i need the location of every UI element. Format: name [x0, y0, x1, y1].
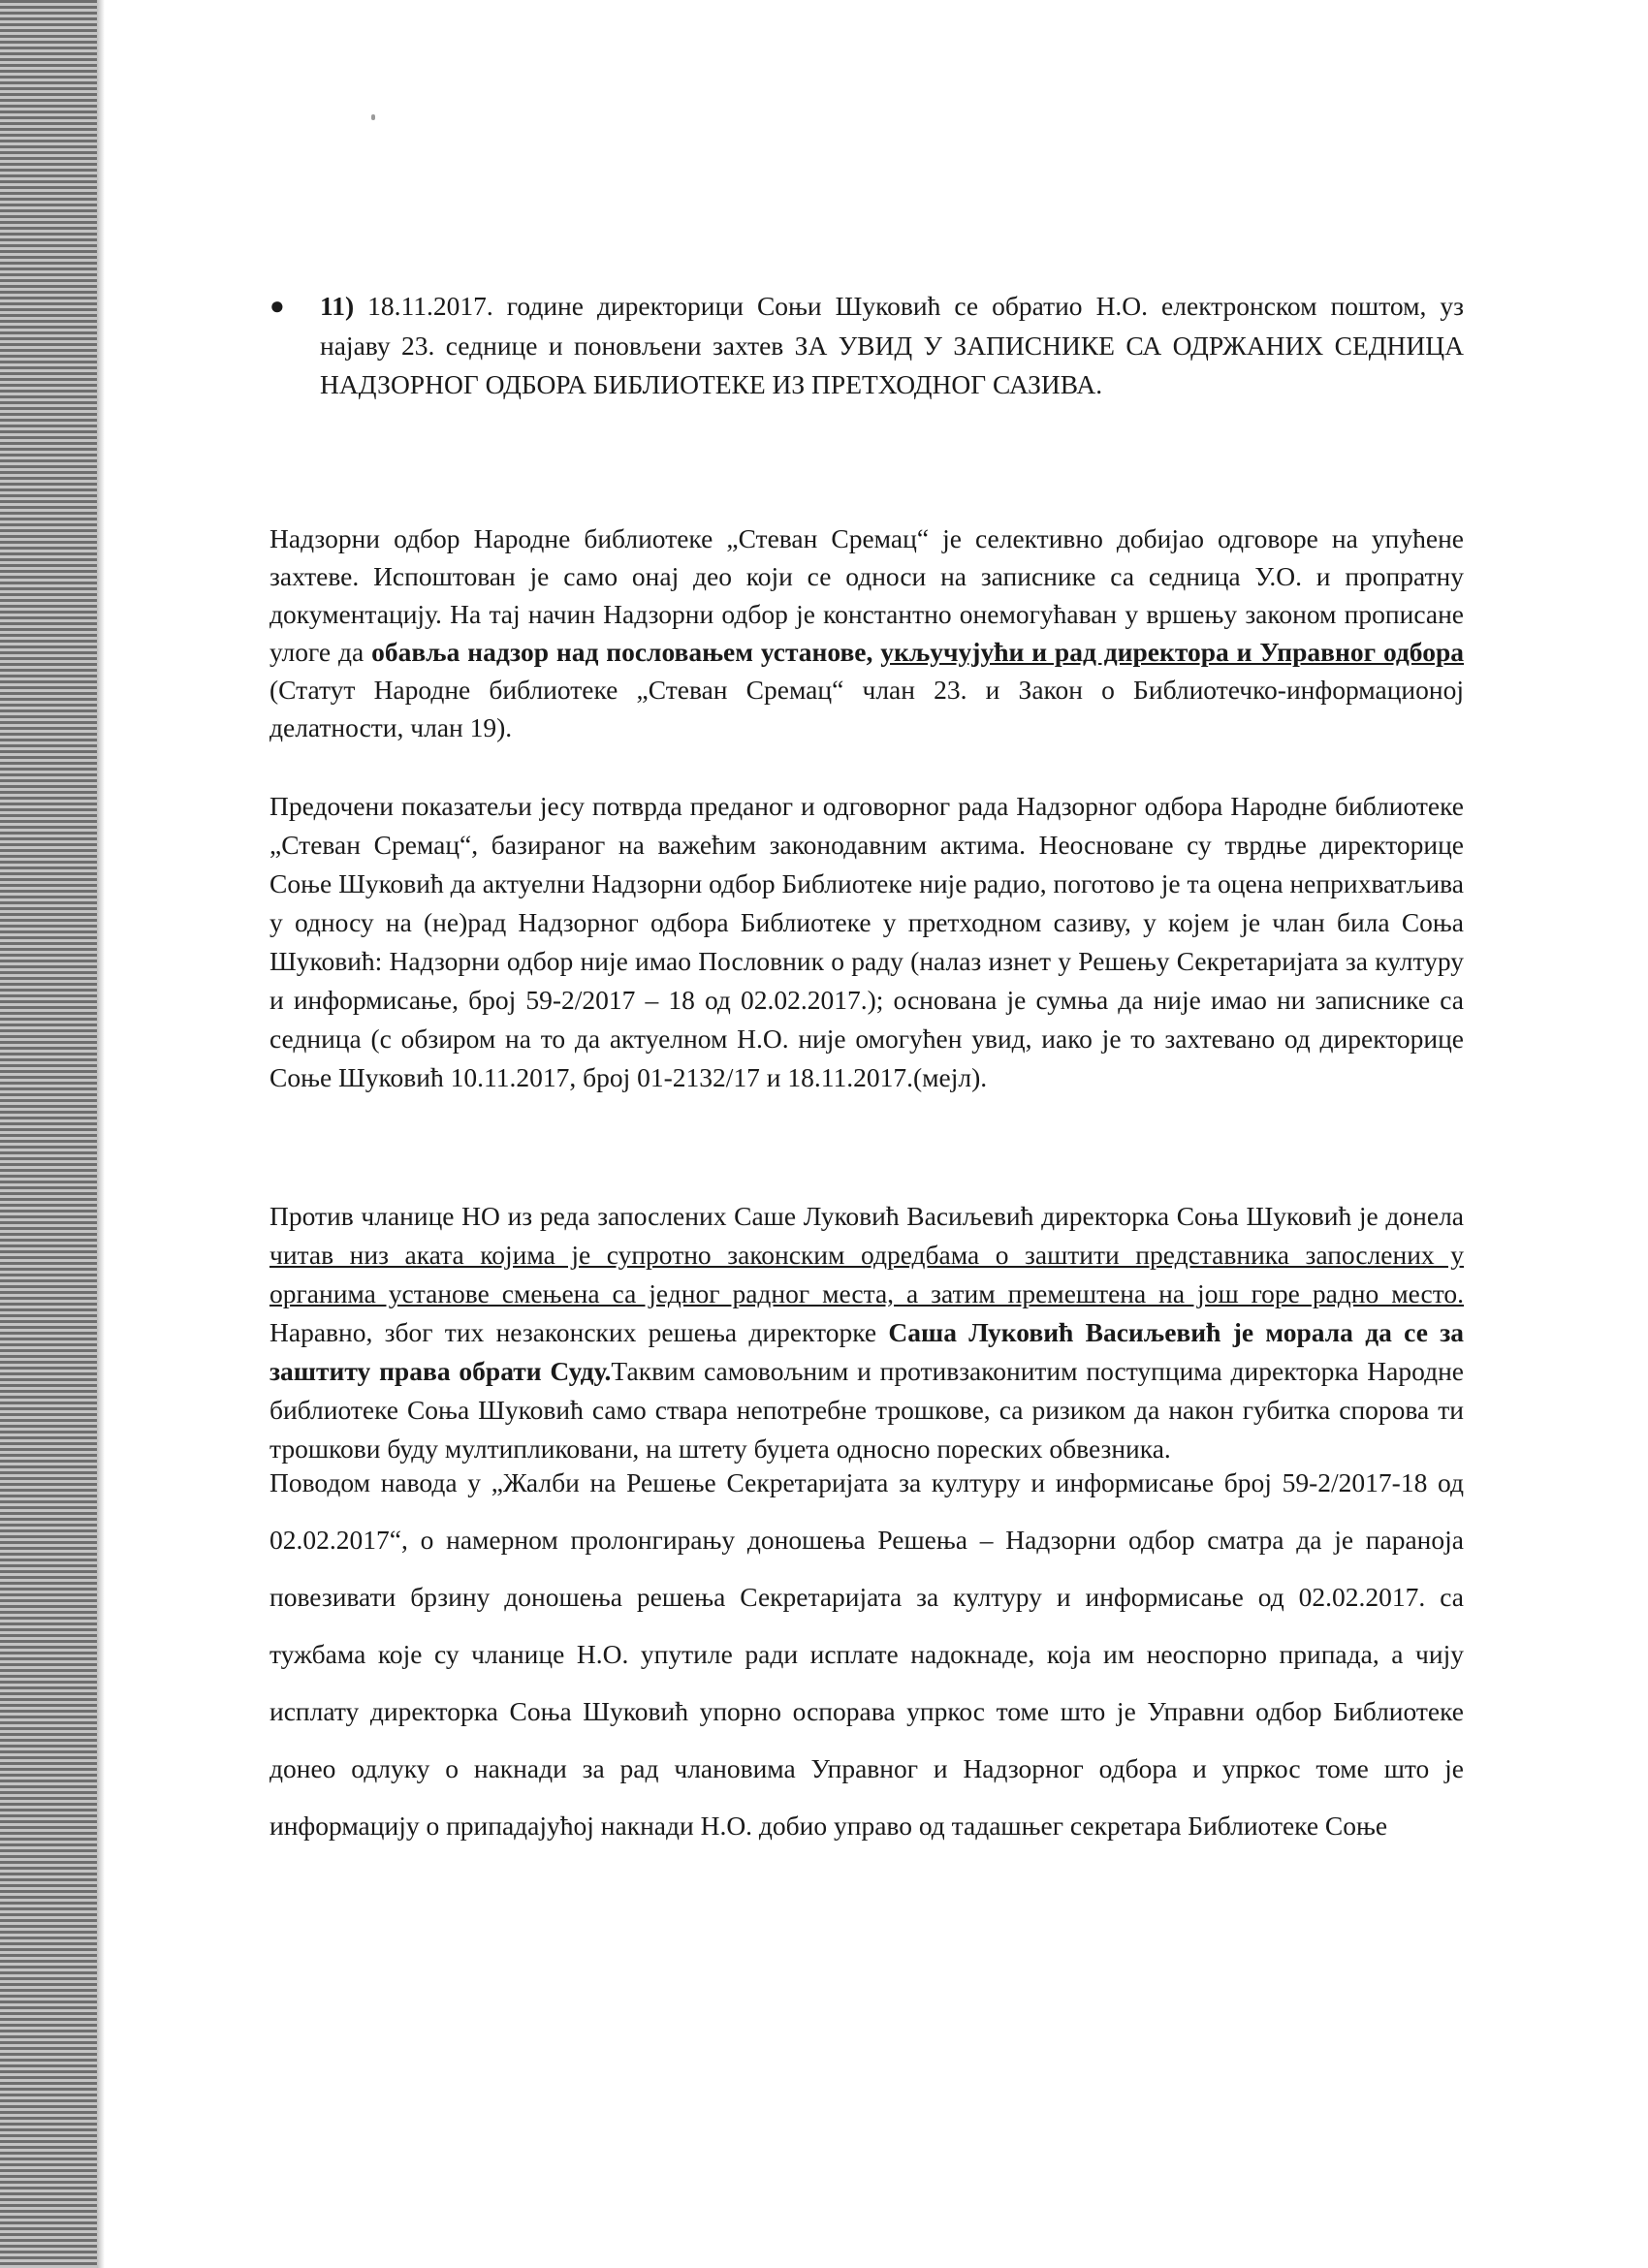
paragraph-3-text-b: Наравно, због тих незаконских решења директорке [269, 1317, 889, 1347]
scanner-edge-shadow [97, 0, 105, 2268]
paragraph-3-bold: Саша Луковић Васиљевић је морала да се за заштиту права обрати Суду. [269, 1317, 1465, 1386]
bullet-dot-icon: ● [269, 292, 285, 320]
scanner-edge-strip [0, 0, 97, 2268]
bullet-item-11 [269, 287, 1464, 405]
paragraph-2-text: Предочени показатељи јесу потврда преданог и одговорног рада Надзорног одбора Народне библиотеке „Стеван Сремац“, базираног на важећим законодавним актима. Неосноване су тврдње директорице Соње Шуковић да актуелни Надзорни одбор Библиотеке није радио, поготово је та оцена неприхватљива у односу на (не)рад Надзорног одбора Библиотеке у претходном сазиву, у којем је члан била Соња Шуковић: Надзорни одбор није имао Пословник о раду (налаз изнет у Решењу Секретаријата за културу и информисање, број 59-2/2017 – 18 од 02.02.2017.); основана је сумња да није имао ни записнике са седница (с обзиром на то да актуелном Н.О. није омогућен увид, иако је то захтевано од директорице Соње Шуковић 10.11.2017, број 01-2132/17 и 18.11.2017.(мејл). [269, 791, 1464, 1092]
paragraph-1-bold: обавља надзор над пословањем установе, [371, 637, 881, 667]
paragraph-2 [269, 787, 1464, 1097]
bullet-number: 11) [320, 291, 355, 321]
paragraph-1-text-b: (Статут Народне библиотеке „Стеван Сремац“ члан 23. и Закон о Библиотечко-информационој делатности, члан 19). [269, 675, 1464, 742]
paragraph-4-text: Поводом навода у „Жалби на Решење Секретаријата за културу и информисање број 59-2/2017-18 од 02.02.2017“, о намерном пролонгирању доношења Решења – Надзорни одбор сматра да је параноја повезивати брзину доношења решења Секретаријата за културу и информисање од 02.02.2017. са тужбама које су чланице Н.О. упутиле ради исплате надокнаде, која им неоспорно припада, а чију исплату директорка Соња Шуковић упорно оспорава упркос томе што је Управни одбор Библиотеке донео одлуку о накнади за рад члановима Управног и Надзорног одбора и упркос томе што је информацију о припадајућој накнади Н.О. добио управо од тадашњег секретара Библиотеке Соње [269, 1467, 1464, 1841]
paragraph-1-text-a: Надзорни одбор Народне библиотеке „Стеван Сремац“ је селективно добијао одговоре на упућене захтеве. Испоштован је само онај део који се односи на записнике са седница У.О. и пропратну документацију. На тај начин Надзорни одбор је константно онемогућаван у вршењу законом прописане улоге да [269, 523, 1464, 667]
paragraph-3 [269, 1197, 1464, 1468]
paragraph-1 [269, 520, 1464, 746]
scan-speck [371, 114, 375, 120]
bullet-text: 18.11.2017. године директорици Соњи Шуковић се обратио Н.О. електронском поштом, уз најаву 23. седнице и поновљени захтев ЗА УВИД У ЗАПИСНИКЕ СА ОДРЖАНИХ СЕДНИЦА НАДЗОРНОГ ОДБОРА БИБЛИОТЕКЕ ИЗ ПРЕТХОДНОГ САЗИВА. [320, 291, 1464, 399]
paragraph-3-underline: читав низ аката којима је супротно законским одредбама о заштити представника запослених у органима установе смењена са једног радног места, а затим премештена на још горе радно место. [269, 1240, 1464, 1308]
paragraph-3-text-a: Против чланице НО из реда запослених Саше Луковић Васиљевић директорка Соња Шуковић је донела [269, 1201, 1464, 1231]
paragraph-1-bold-underline: укључујући и рад директора и Управног одбора [880, 637, 1464, 667]
paragraph-4 [269, 1454, 1464, 1854]
paragraph-3-text-c: Таквим самовољним и противзаконитим поступцима директорка Народне библиотеке Соња Шуковић само ствара непотребне трошкове, са ризиком да након губитка спорова ти трошкови буду мултипликовани, на штету буџета односно пореских обвезника. [269, 1356, 1464, 1464]
